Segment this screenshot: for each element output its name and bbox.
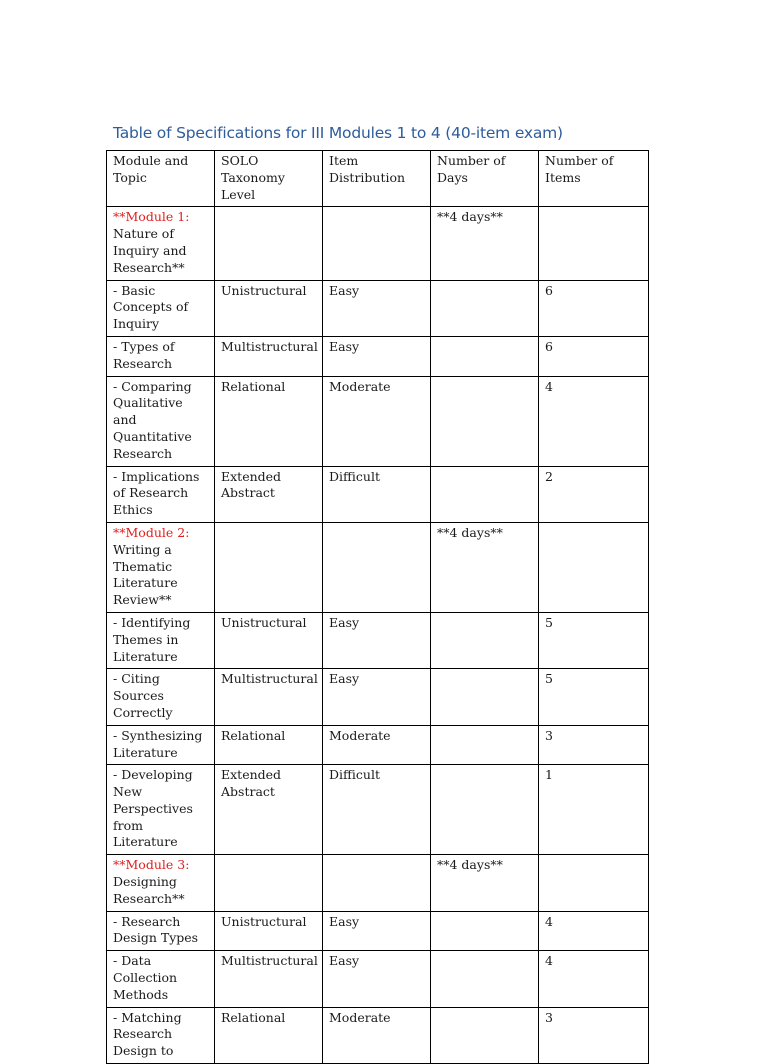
cell-number-of-days: [431, 765, 539, 855]
cell-number-of-items: 3: [539, 725, 649, 765]
cell-solo-level: Extended Abstract: [215, 765, 323, 855]
cell-number-of-items: 4: [539, 376, 649, 466]
cell-solo-level: Unistructural: [215, 612, 323, 668]
cell-topic: - Comparing Qualitative and Quantitative Research: [107, 376, 215, 466]
cell-number-of-items: 6: [539, 336, 649, 376]
table-row: [107, 725, 649, 765]
cell-topic: - Identifying Themes in Literature: [107, 612, 215, 668]
cell-topic: [107, 855, 215, 911]
header-number-of-items: Number of Items: [539, 151, 649, 207]
cell-number-of-days: [431, 466, 539, 522]
cell-item-distribution: Easy: [323, 669, 431, 725]
cell-number-of-days: [431, 376, 539, 466]
module-label: **Module 1:: [113, 209, 190, 225]
cell-number-of-items: 3: [539, 1007, 649, 1063]
cell-solo-level: Unistructural: [215, 280, 323, 336]
header-solo-level: SOLO Taxonomy Level: [215, 151, 323, 207]
cell-number-of-days: **4 days**: [431, 207, 539, 280]
cell-topic: - Basic Concepts of Inquiry: [107, 280, 215, 336]
cell-topic: [107, 522, 215, 612]
table-row: [107, 466, 649, 522]
cell-item-distribution: [323, 522, 431, 612]
cell-solo-level: Unistructural: [215, 911, 323, 951]
cell-topic: - Implications of Research Ethics: [107, 466, 215, 522]
table-row: [107, 612, 649, 668]
cell-item-distribution: Moderate: [323, 376, 431, 466]
cell-solo-level: Extended Abstract: [215, 466, 323, 522]
cell-number-of-items: 4: [539, 911, 649, 951]
table-row: [107, 376, 649, 466]
cell-topic: - Citing Sources Correctly: [107, 669, 215, 725]
module-title: Writing a Thematic Literature Review**: [113, 541, 178, 608]
cell-number-of-items: 5: [539, 669, 649, 725]
cell-solo-level: Multistructural: [215, 336, 323, 376]
cell-item-distribution: Easy: [323, 911, 431, 951]
cell-number-of-days: [431, 612, 539, 668]
cell-item-distribution: [323, 855, 431, 911]
cell-item-distribution: Easy: [323, 280, 431, 336]
cell-number-of-items: 4: [539, 951, 649, 1007]
cell-solo-level: [215, 522, 323, 612]
module-row: [107, 522, 649, 612]
module-label: **Module 2:: [113, 524, 190, 540]
cell-topic: - Data Collection Methods: [107, 951, 215, 1007]
cell-number-of-days: [431, 951, 539, 1007]
cell-item-distribution: Difficult: [323, 466, 431, 522]
specifications-table: [106, 150, 649, 1064]
header-module-topic: Module and Topic: [107, 151, 215, 207]
table-row: [107, 669, 649, 725]
table-row: [107, 765, 649, 855]
cell-topic: - Types of Research: [107, 336, 215, 376]
cell-item-distribution: [323, 207, 431, 280]
cell-solo-level: [215, 855, 323, 911]
cell-number-of-items: 5: [539, 612, 649, 668]
module-row: [107, 855, 649, 911]
cell-item-distribution: Easy: [323, 336, 431, 376]
cell-item-distribution: Moderate: [323, 725, 431, 765]
cell-item-distribution: Easy: [323, 951, 431, 1007]
cell-topic: - Matching Research Design to: [107, 1007, 215, 1063]
cell-solo-level: [215, 207, 323, 280]
cell-item-distribution: Easy: [323, 612, 431, 668]
cell-number-of-days: [431, 911, 539, 951]
cell-number-of-days: [431, 280, 539, 336]
cell-number-of-items: [539, 522, 649, 612]
cell-number-of-days: [431, 336, 539, 376]
header-number-of-days: Number of Days: [431, 151, 539, 207]
cell-solo-level: Relational: [215, 725, 323, 765]
cell-number-of-days: [431, 1007, 539, 1063]
cell-solo-level: Relational: [215, 1007, 323, 1063]
table-row: [107, 951, 649, 1007]
cell-number-of-items: [539, 855, 649, 911]
module-title: Designing Research**: [113, 874, 185, 906]
cell-number-of-items: [539, 207, 649, 280]
cell-number-of-days: [431, 669, 539, 725]
cell-number-of-items: 2: [539, 466, 649, 522]
module-title: Nature of Inquiry and Research**: [113, 226, 187, 275]
specifications-table-body: [107, 151, 649, 1064]
cell-number-of-items: 1: [539, 765, 649, 855]
table-row: [107, 336, 649, 376]
table-header-row: [107, 151, 649, 207]
table-row: [107, 280, 649, 336]
cell-topic: - Developing New Perspectives from Literature: [107, 765, 215, 855]
cell-solo-level: Multistructural: [215, 669, 323, 725]
cell-topic: - Synthesizing Literature: [107, 725, 215, 765]
cell-number-of-days: **4 days**: [431, 522, 539, 612]
cell-item-distribution: Moderate: [323, 1007, 431, 1063]
cell-number-of-days: [431, 725, 539, 765]
header-item-distribution: Item Distribution: [323, 151, 431, 207]
cell-topic: [107, 207, 215, 280]
module-label: **Module 3:: [113, 857, 190, 873]
cell-number-of-days: **4 days**: [431, 855, 539, 911]
module-row: [107, 207, 649, 280]
table-row: [107, 1007, 649, 1063]
cell-solo-level: Multistructural: [215, 951, 323, 1007]
cell-topic: - Research Design Types: [107, 911, 215, 951]
cell-number-of-items: 6: [539, 280, 649, 336]
document-title: Table of Specifications for III Modules 1 to 4 (40-item exam): [113, 124, 563, 142]
cell-item-distribution: Difficult: [323, 765, 431, 855]
cell-solo-level: Relational: [215, 376, 323, 466]
table-row: [107, 911, 649, 951]
